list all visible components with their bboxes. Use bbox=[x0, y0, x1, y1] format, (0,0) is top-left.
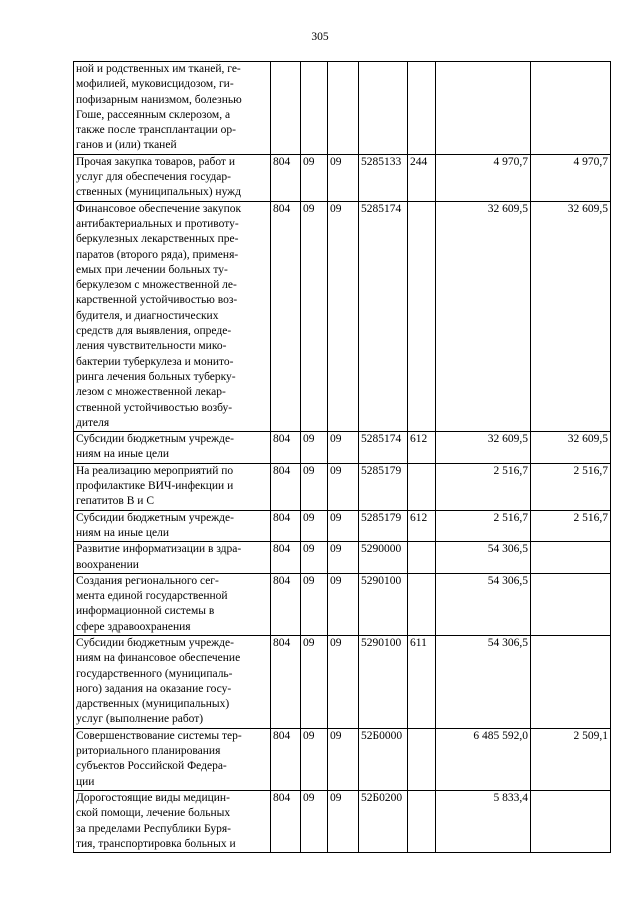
rz-cell: 09 bbox=[301, 463, 328, 510]
budget-table bbox=[73, 61, 611, 853]
pr-cell: 09 bbox=[328, 201, 359, 431]
row-name-line: средств для выявления, опреде- bbox=[76, 325, 232, 338]
sum-cell: 6 485 592,0 bbox=[436, 728, 531, 790]
ved-cell: 804 bbox=[271, 728, 301, 790]
row-name-cell bbox=[74, 542, 271, 574]
vr-cell bbox=[408, 62, 436, 155]
row-name-line: беркулезом с множественной ле- bbox=[76, 279, 237, 292]
budget-table-body bbox=[74, 62, 611, 853]
row-name-line: На реализацию мероприятий по bbox=[76, 464, 234, 477]
row-name-line: дителя bbox=[76, 416, 110, 429]
sum-cell: 32 609,5 bbox=[531, 432, 611, 464]
vr-cell: 244 bbox=[408, 154, 436, 201]
sum-cell: 2 516,7 bbox=[436, 463, 531, 510]
row-name-line: государственного (муниципаль- bbox=[76, 667, 233, 680]
rz-cell: 09 bbox=[301, 154, 328, 201]
rz-cell bbox=[301, 62, 328, 155]
ved-cell: 804 bbox=[271, 635, 301, 728]
page-number: 305 bbox=[311, 31, 329, 43]
row-name-line: Субсидии бюджетным учрежде- bbox=[76, 511, 234, 524]
pr-cell: 09 bbox=[328, 432, 359, 464]
row-name-line: антибактериальных и противоту- bbox=[76, 217, 239, 230]
rz-cell: 09 bbox=[301, 201, 328, 431]
sum-cell bbox=[436, 62, 531, 155]
sum-cell: 4 970,7 bbox=[531, 154, 611, 201]
row-name-line: информационной системы в bbox=[76, 605, 215, 618]
table-row bbox=[74, 463, 611, 510]
row-name-line: ции bbox=[76, 775, 95, 788]
sum-cell bbox=[531, 542, 611, 574]
row-name-line: ной и родственных им тканей, ге- bbox=[76, 63, 241, 75]
sum-cell: 54 306,5 bbox=[436, 635, 531, 728]
rz-cell: 09 bbox=[301, 542, 328, 574]
row-name-cell bbox=[74, 635, 271, 728]
row-name-line: профилактике ВИЧ-инфекции и bbox=[76, 480, 234, 493]
table-row bbox=[74, 542, 611, 574]
row-name-line: будителя, и диагностических bbox=[76, 309, 219, 322]
sum-cell bbox=[531, 573, 611, 635]
row-name-line: Прочая закупка товаров, работ и bbox=[76, 155, 235, 168]
vr-cell bbox=[408, 542, 436, 574]
csr-cell: 5290100 bbox=[359, 635, 408, 728]
row-name-line: сфере здравоохранения bbox=[76, 620, 191, 633]
vr-cell bbox=[408, 790, 436, 852]
row-name-line: пофизарным нанизмом, болезнью bbox=[76, 93, 242, 106]
sum-cell bbox=[531, 62, 611, 155]
row-name-line: мофилией, муковисцидозом, ги- bbox=[76, 78, 234, 91]
row-name-line: услуг (выполнение работ) bbox=[76, 713, 204, 726]
rz-cell: 09 bbox=[301, 635, 328, 728]
row-name-line: Субсидии бюджетным учрежде- bbox=[76, 433, 234, 446]
sum-cell: 2 509,1 bbox=[531, 728, 611, 790]
row-name-line: ниям на иные цели bbox=[76, 526, 170, 539]
ved-cell: 804 bbox=[271, 790, 301, 852]
table-row bbox=[74, 635, 611, 728]
row-name-line: ственных (муниципальных) нужд bbox=[76, 186, 241, 199]
row-name-line: ного) задания на оказание госу- bbox=[76, 682, 232, 695]
row-name-line: беркулезных лекарственных пре- bbox=[76, 233, 239, 246]
vr-cell bbox=[408, 728, 436, 790]
ved-cell: 804 bbox=[271, 510, 301, 542]
row-name-line: ления чувствительности мико- bbox=[76, 340, 227, 353]
vr-cell bbox=[408, 573, 436, 635]
row-name-line: за пределами Республики Буря- bbox=[76, 822, 231, 835]
rz-cell: 09 bbox=[301, 510, 328, 542]
sum-cell: 32 609,5 bbox=[436, 432, 531, 464]
row-name-line: тия, транспортировка больных и bbox=[76, 837, 236, 850]
table-row bbox=[74, 573, 611, 635]
row-name-line: Субсидии бюджетным учрежде- bbox=[76, 636, 234, 649]
row-name-line: Развитие информатизации в здра- bbox=[76, 543, 242, 556]
row-name-line: ринга лечения больных туберку- bbox=[76, 370, 236, 383]
row-name-line: паратов (второго ряда), применя- bbox=[76, 248, 239, 261]
row-name-cell bbox=[74, 790, 271, 852]
csr-cell: 5290000 bbox=[359, 542, 408, 574]
row-name-cell bbox=[74, 463, 271, 510]
row-name-line: ственной устойчивостью возбу- bbox=[76, 401, 233, 414]
table-row bbox=[74, 432, 611, 464]
row-name-cell bbox=[74, 510, 271, 542]
rz-cell: 09 bbox=[301, 573, 328, 635]
pr-cell: 09 bbox=[328, 635, 359, 728]
table-row bbox=[74, 62, 611, 155]
csr-cell: 52Б0200 bbox=[359, 790, 408, 852]
row-name-cell bbox=[74, 201, 271, 431]
row-name-line: ниям на финансовое обеспечение bbox=[76, 652, 241, 665]
pr-cell: 09 bbox=[328, 542, 359, 574]
row-name-line: также после трансплантации ор- bbox=[76, 124, 237, 137]
vr-cell: 611 bbox=[408, 635, 436, 728]
sum-cell bbox=[531, 635, 611, 728]
row-name-line: мента единой государственной bbox=[76, 590, 228, 603]
csr-cell: 5285133 bbox=[359, 154, 408, 201]
ved-cell: 804 bbox=[271, 573, 301, 635]
row-name-line: Гоше, рассеянным склерозом, а bbox=[76, 108, 231, 121]
row-name-cell bbox=[74, 62, 271, 155]
row-name-line: карственной устойчивостью воз- bbox=[76, 294, 238, 307]
vr-cell: 612 bbox=[408, 432, 436, 464]
sum-cell: 54 306,5 bbox=[436, 573, 531, 635]
ved-cell: 804 bbox=[271, 542, 301, 574]
pr-cell: 09 bbox=[328, 790, 359, 852]
pr-cell bbox=[328, 62, 359, 155]
csr-cell: 52Б0000 bbox=[359, 728, 408, 790]
sum-cell: 2 516,7 bbox=[436, 510, 531, 542]
sum-cell: 32 609,5 bbox=[531, 201, 611, 431]
ved-cell bbox=[271, 62, 301, 155]
row-name-line: риториального планирования bbox=[76, 745, 221, 758]
row-name-line: воохранении bbox=[76, 558, 139, 571]
csr-cell: 5285174 bbox=[359, 201, 408, 431]
sum-cell: 32 609,5 bbox=[436, 201, 531, 431]
ved-cell: 804 bbox=[271, 432, 301, 464]
row-name-cell bbox=[74, 432, 271, 464]
ved-cell: 804 bbox=[271, 201, 301, 431]
row-name-cell bbox=[74, 154, 271, 201]
pr-cell: 09 bbox=[328, 510, 359, 542]
pr-cell: 09 bbox=[328, 154, 359, 201]
ved-cell: 804 bbox=[271, 463, 301, 510]
rz-cell: 09 bbox=[301, 790, 328, 852]
row-name-line: субъектов Российской Федера- bbox=[76, 760, 227, 773]
row-name-line: лезом с множественной лекар- bbox=[76, 386, 226, 399]
sum-cell bbox=[531, 790, 611, 852]
rz-cell: 09 bbox=[301, 432, 328, 464]
row-name-line: емых при лечении больных ту- bbox=[76, 263, 228, 276]
row-name-line: ской помощи, лечение больных bbox=[76, 807, 231, 820]
pr-cell: 09 bbox=[328, 463, 359, 510]
vr-cell: 612 bbox=[408, 510, 436, 542]
csr-cell: 5285174 bbox=[359, 432, 408, 464]
table-row bbox=[74, 790, 611, 852]
csr-cell: 5285179 bbox=[359, 510, 408, 542]
row-name-line: Финансовое обеспечение закупок bbox=[76, 202, 242, 215]
csr-cell: 5290100 bbox=[359, 573, 408, 635]
pr-cell: 09 bbox=[328, 728, 359, 790]
row-name-line: ганов и (или) тканей bbox=[76, 139, 177, 152]
row-name-line: Дорогостоящие виды медицин- bbox=[76, 791, 230, 804]
csr-cell: 5285179 bbox=[359, 463, 408, 510]
sum-cell: 2 516,7 bbox=[531, 463, 611, 510]
sum-cell: 4 970,7 bbox=[436, 154, 531, 201]
row-name-line: дарственных (муниципальных) bbox=[76, 698, 230, 711]
table-row bbox=[74, 510, 611, 542]
row-name-line: ниям на иные цели bbox=[76, 448, 170, 461]
vr-cell bbox=[408, 201, 436, 431]
vr-cell bbox=[408, 463, 436, 510]
sum-cell: 5 833,4 bbox=[436, 790, 531, 852]
pr-cell: 09 bbox=[328, 573, 359, 635]
row-name-line: Создания регионального сег- bbox=[76, 574, 219, 587]
row-name-line: услуг для обеспечения государ- bbox=[76, 171, 231, 184]
ved-cell: 804 bbox=[271, 154, 301, 201]
row-name-cell bbox=[74, 573, 271, 635]
rz-cell: 09 bbox=[301, 728, 328, 790]
row-name-line: гепатитов В и С bbox=[76, 495, 154, 508]
table-row bbox=[74, 154, 611, 201]
csr-cell bbox=[359, 62, 408, 155]
sum-cell: 2 516,7 bbox=[531, 510, 611, 542]
table-row bbox=[74, 728, 611, 790]
row-name-line: бактерии туберкулеза и монито- bbox=[76, 355, 234, 368]
row-name-cell bbox=[74, 728, 271, 790]
sum-cell: 54 306,5 bbox=[436, 542, 531, 574]
table-row bbox=[74, 201, 611, 431]
row-name-line: Совершенствование системы тер- bbox=[76, 729, 242, 742]
